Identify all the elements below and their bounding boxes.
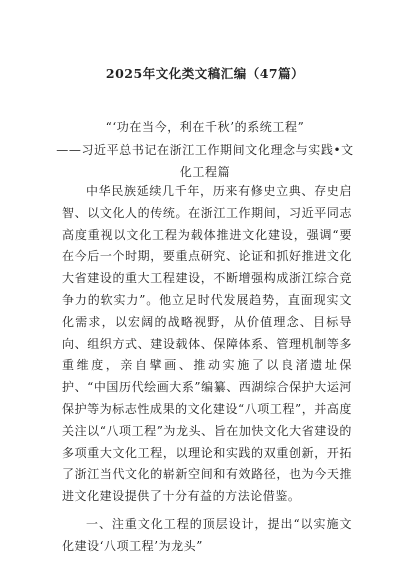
document-title: 2025年文化类文稿汇编（47篇） [105,66,305,81]
article-subtitle: ——习近平总书记在浙江工作期间文化理念与实践•文化工程篇 [56,143,354,179]
article-title: “‘功在当今，利在千秋’的系统工程” [105,120,305,134]
article-body [62,181,352,558]
body-paragraph: 中华民族延续几千年，历来有修史立典、存史启智、以文化人的传统。在浙江工作期间，习近平同志高度重视以文化工程为载体推进文化建设，强调“要在今后一个时期，要重点研究、论证和抓好推进文化大省建设的重大工程建设，不断增强构成浙江综合竞争力的软实力”。他立足时代发展趋势，直面现实文化需求，以宏阔的战略视野，从价值理念、目标导向、组织方式、建设载体、保障体系、管理机制等多重维度，亲自擘画、推动实施了以良渚遗址保护、“中国历代绘画大系”编纂、西湖综合保护大运河保护等为标志性成果的文化建设“八项工程”，并高度关注以“八项工程”为龙头、旨在加快文化大省建设的多项重大文化工程，以理论和实践的双重创新，开拓了浙江当代文化的崭新空间和有效路径，也为今天推进文化建设提供了十分有益的方法论借鉴。 [62,184,352,504]
section-heading: 一、注重文化工程的顶层设计，提出“以实施文化建设‘八项工程’为龙头” [62,516,352,553]
